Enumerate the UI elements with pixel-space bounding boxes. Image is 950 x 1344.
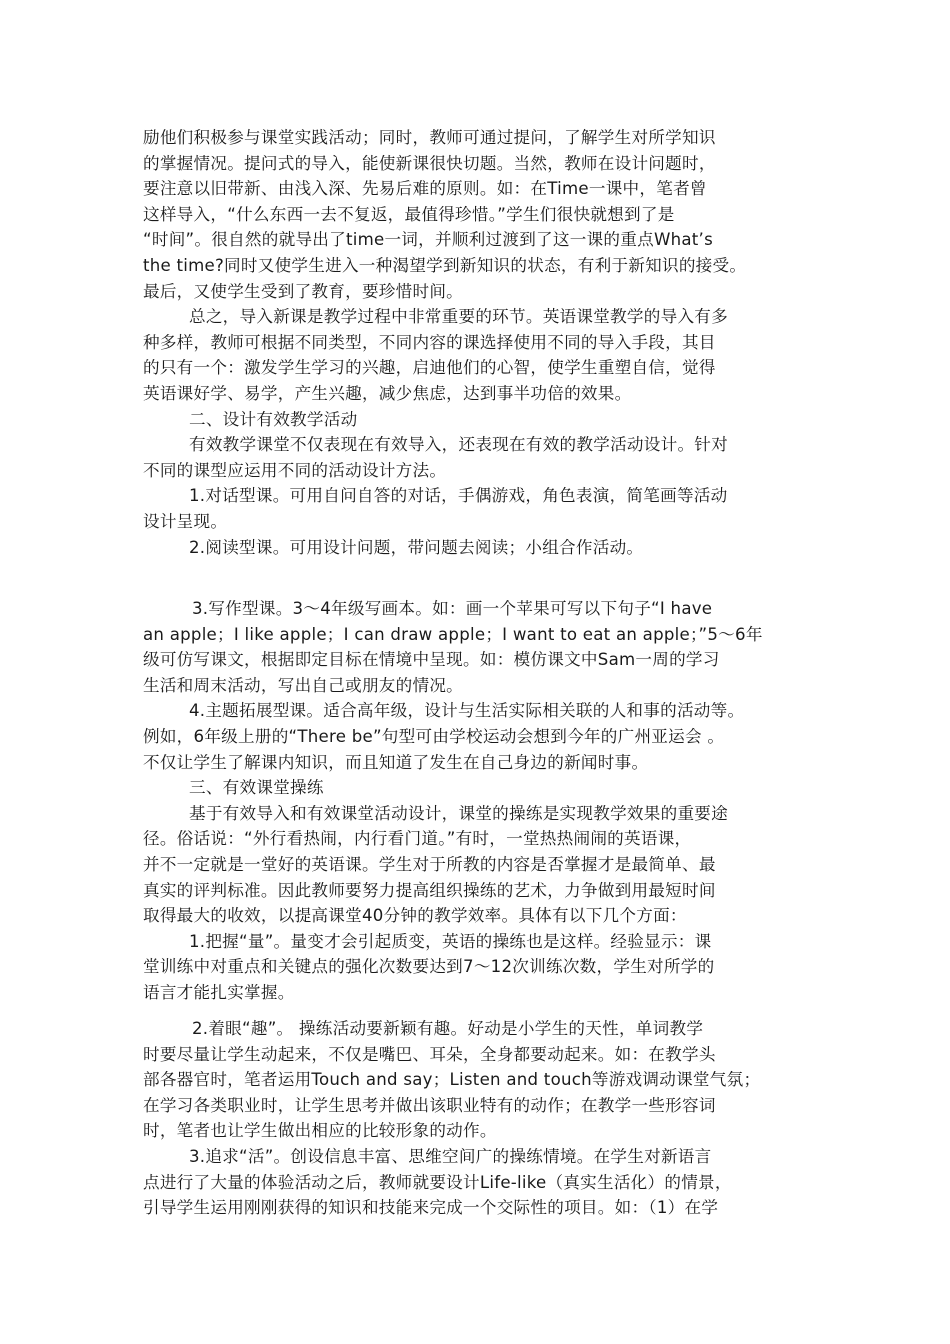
paragraph-line: 励他们积极参与课堂实践活动；同时，教师可通过提问，了解学生对所学知识 [143,128,716,147]
paragraph-line: 级可仿写课文，根据即定目标在情境中呈现。如：模仿课文中Sam一周的学习 [143,650,720,670]
paragraph-line: 种多样，教师可根据不同类型，不同内容的课选择使用不同的导入手段，其目 [143,332,716,352]
paragraph-line: 1.对话型课。可用自问自答的对话，手偶游戏，角色表演，简笔画等活动 [189,486,728,506]
paragraph-line: 设计呈现。 [143,511,228,531]
paragraph-line: 总之，导入新课是教学过程中非常重要的环节。英语课堂教学的导入有多 [189,307,728,327]
section-heading: 二、设计有效教学活动 [189,409,358,429]
paragraph-line: 不同的课型应运用不同的活动设计方法。 [143,460,447,480]
paragraph-line: 时，笔者也让学生做出相应的比较形象的动作。 [143,1121,497,1141]
paragraph-line: 3.追求“活”。创设信息丰富、思维空间广的操练情境。在学生对新语言 [189,1146,712,1166]
text-section-1 [143,125,808,560]
text-section-2 [143,596,808,1006]
paragraph-line: 2.着眼“趣”。 操练活动要新颖有趣。好动是小学生的天性，单词教学 [192,1019,704,1038]
paragraph-line: an apple；I like apple；I can draw apple；I want to eat an apple；”5～6年 [143,624,763,644]
paragraph-line: 最后，又使学生受到了教育，要珍惜时间。 [143,281,464,301]
paragraph-line: 2.阅读型课。可用设计问题，带问题去阅读；小组合作活动。 [189,537,644,557]
paragraph-line: the time?同时又使学生进入一种渴望学到新知识的状态，有利于新知识的接受。 [143,255,747,275]
paragraph-line: 生活和周末活动，写出自己或朋友的情况。 [143,675,464,695]
paragraph-line: 的掌握情况。提问式的导入，能使新课很快切题。当然，教师在设计问题时， [143,153,716,173]
paragraph-line: 径。俗话说：“外行看热闹，内行看门道。”有时，一堂热热闹闹的英语课， [143,829,692,849]
paragraph-line: 有效教学课堂不仅表现在有效导入，还表现在有效的教学活动设计。针对 [189,435,728,455]
paragraph-line: 时要尽量让学生动起来，不仅是嘴巴、耳朵，全身都要动起来。如：在教学头 [143,1044,716,1064]
paragraph-line: 4.主题拓展型课。适合高年级，设计与生活实际相关联的人和事的活动等。 [189,701,745,721]
paragraph-line: 点进行了大量的体验活动之后，教师就要设计Life-like（真实生活化）的情景， [143,1172,732,1192]
text-section-3 [143,1016,808,1221]
paragraph-line: 真实的评判标准。因此教师要努力提高组织操练的艺术，力争做到用最短时间 [143,880,716,900]
paragraph-line: 取得最大的收效，以提高课堂40分钟的教学效率。具体有以下几个方面： [143,906,687,926]
paragraph-line: 引导学生运用刚刚获得的知识和技能来完成一个交际性的项目。如：（1）在学 [143,1198,719,1218]
section-heading: 三、有效课堂操练 [189,778,324,798]
paragraph-line: 堂训练中对重点和关键点的强化次数要达到7～12次训练次数，学生对所学的 [143,957,715,977]
paragraph-line: 在学习各类职业时，让学生思考并做出该职业特有的动作；在教学一些形容词 [143,1095,716,1115]
paragraph-line: 不仅让学生了解课内知识，而且知道了发生在自己身边的新闻时事。 [143,752,649,772]
paragraph-line: “时间”。很自然的就导出了time一词，并顺利过渡到了这一课的重点What’s [143,230,713,250]
paragraph-line: 1.把握“量”。量变才会引起质变，英语的操练也是这样。经验显示：课 [189,931,712,951]
paragraph-line: 部各器官时，笔者运用Touch and say；Listen and touch等游戏调动课堂气氛； [143,1070,761,1090]
paragraph-line: 这样导入，“什么东西一去不复返，最值得珍惜。”学生们很快就想到了是 [143,204,675,224]
paragraph-line: 基于有效导入和有效课堂活动设计，课堂的操练是实现教学效果的重要途 [189,803,728,823]
paragraph-line: 英语课好学、易学，产生兴趣，减少焦虑，达到事半功倍的效果。 [143,383,632,403]
paragraph-line: 要注意以旧带新、由浅入深、先易后难的原则。如：在Time一课中，笔者曾 [143,179,707,199]
paragraph-line: 的只有一个：激发学生学习的兴趣，启迪他们的心智，使学生重塑自信，觉得 [143,358,716,378]
paragraph-line: 语言才能扎实掌握。 [143,982,295,1002]
paragraph-line: 例如，6年级上册的“There be”句型可由学校运动会想到今年的广州亚运会 。 [143,726,725,746]
paragraph-line: 并不一定就是一堂好的英语课。学生对于所教的内容是否掌握才是最简单、最 [143,854,716,874]
paragraph-line: 3.写作型课。3～4年级写画本。如：画一个苹果可写以下句子“I have [192,599,713,618]
